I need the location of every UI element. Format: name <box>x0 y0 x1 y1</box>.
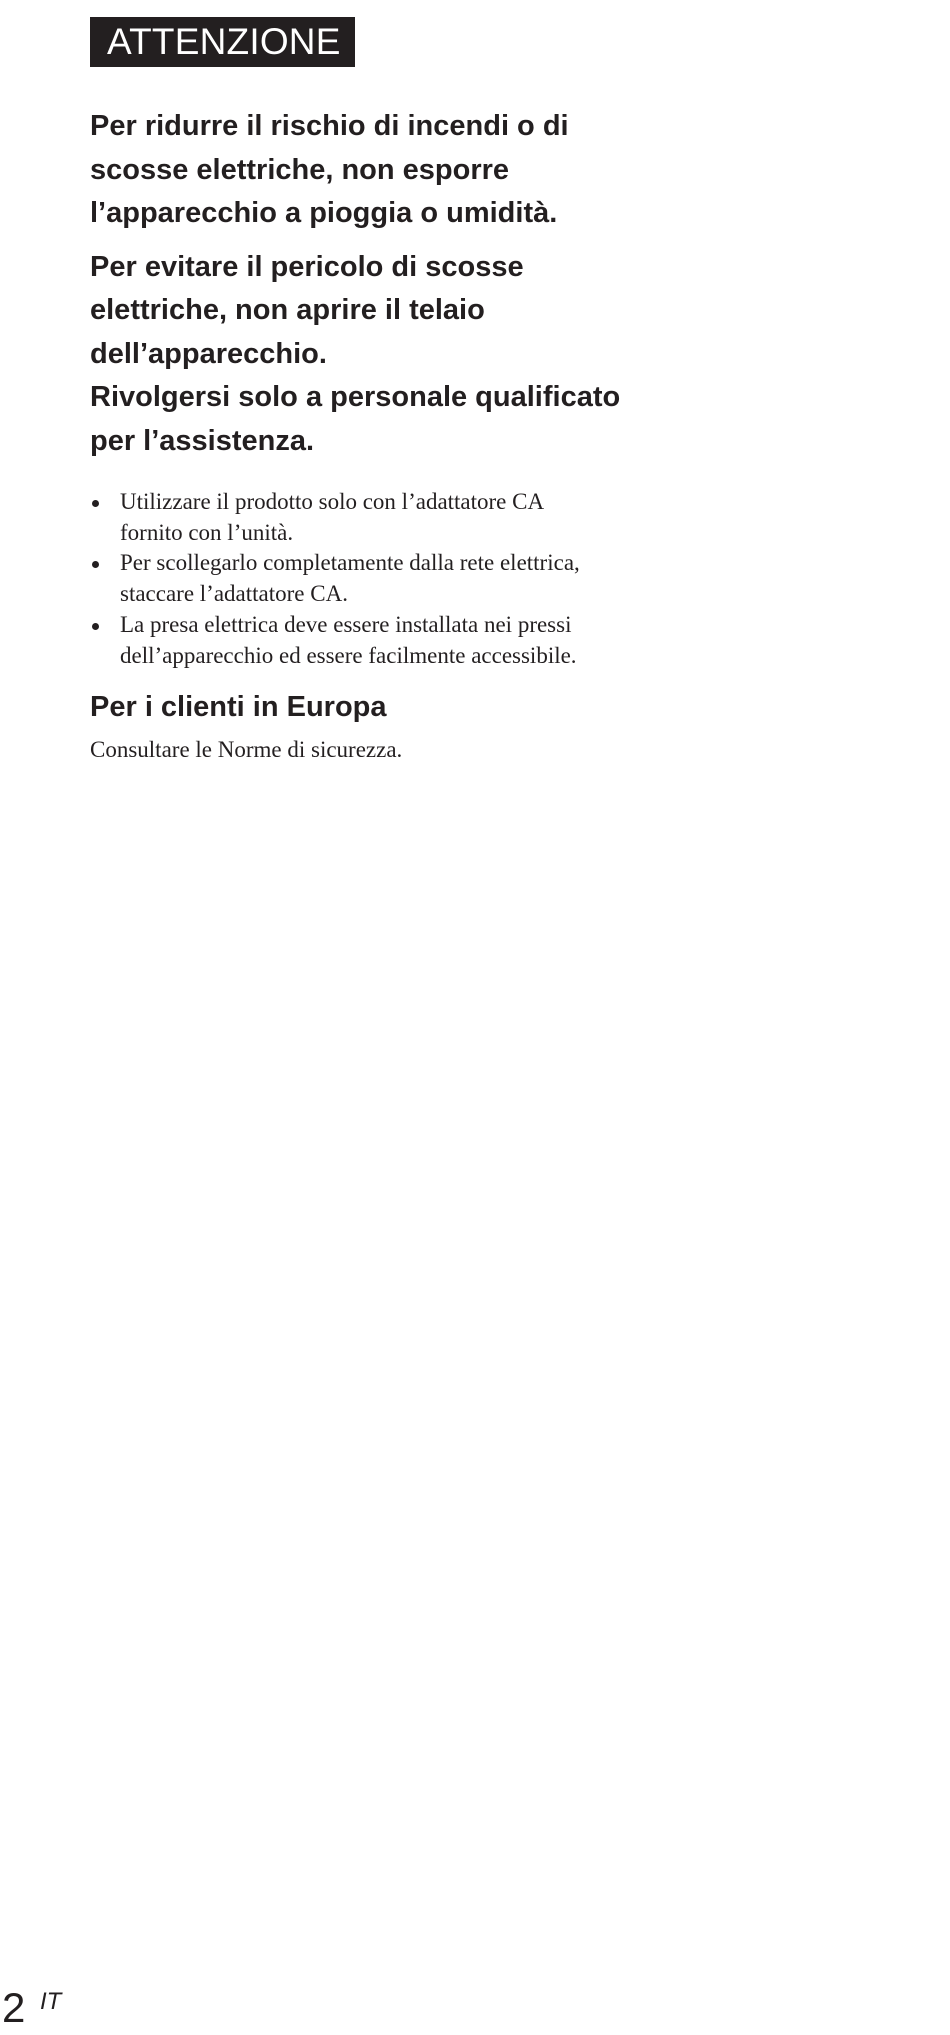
shock-risk-line: dell’apparecchio. <box>90 337 327 370</box>
document-page <box>90 17 710 767</box>
bullet-line: dell’apparecchio ed essere facilmente accessibile. <box>120 642 577 668</box>
page-number: 2 <box>2 1984 26 2031</box>
shock-risk-line: per l’assistenza. <box>90 424 315 457</box>
shock-risk-warning <box>90 246 710 464</box>
bullet-icon <box>92 561 99 568</box>
bullet-line: La presa elettrica deve essere installata nei pressi <box>120 611 572 637</box>
warning-banner: ATTENZIONE <box>90 17 355 67</box>
safety-bullet-list <box>90 487 710 671</box>
shock-risk-line: Rivolgersi solo a personale qualificato <box>90 381 621 413</box>
fire-risk-line: l’apparecchio a pioggia o umidità. <box>90 197 558 229</box>
bullet-item-adapter <box>90 487 710 548</box>
europe-heading: Per i clienti in Europa <box>90 691 387 724</box>
bullet-line: fornito con l’unità. <box>120 519 294 545</box>
bullet-line: Utilizzare il prodotto solo con l’adattatore CA <box>120 489 545 514</box>
fire-risk-line: Per ridurre il rischio di incendi o di <box>90 110 569 142</box>
page-language-code: IT <box>40 1988 62 2015</box>
bullet-line: staccare l’adattatore CA. <box>120 581 348 607</box>
bullet-line: Per scollegarlo completamente dalla rete elettrica, <box>120 550 580 576</box>
bullet-item-outlet <box>90 610 710 671</box>
bullet-icon <box>92 500 99 507</box>
europe-text: Consultare le Norme di sicurezza. <box>90 737 403 763</box>
shock-risk-line: Per evitare il pericolo di scosse <box>90 250 524 283</box>
fire-risk-line: scosse elettriche, non esporre <box>90 153 510 186</box>
bullet-item-disconnect <box>90 548 710 609</box>
fire-risk-warning <box>90 105 710 236</box>
bullet-icon <box>92 623 99 630</box>
shock-risk-line: elettriche, non aprire il telaio <box>90 294 485 326</box>
